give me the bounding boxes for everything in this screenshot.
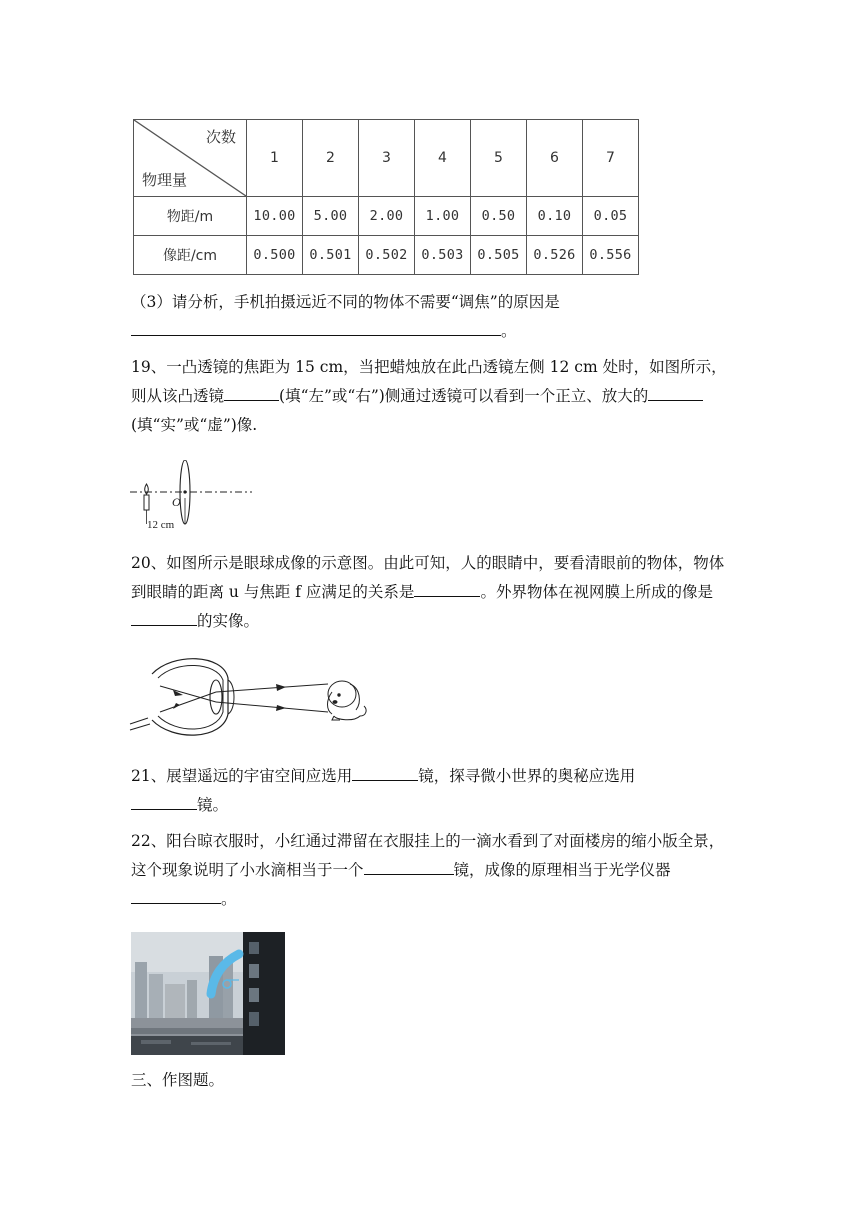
answer-blank[interactable] (648, 386, 703, 401)
column-header: 3 (359, 120, 415, 197)
data-table (133, 119, 639, 275)
answer-blank[interactable] (131, 795, 197, 810)
question-20-text-1: 20、如图所示是眼球成像的示意图。由此可知，人的眼睛中，要看清眼前的物体，物体到眼睛的距离 u 与焦距 f 应满足的关系是 (131, 554, 725, 601)
question-3-end: 。 (501, 322, 517, 340)
row-label: 像距/cm (134, 236, 247, 275)
question-20-text-2: 。外界物体在视网膜上所成的像是 (480, 583, 713, 601)
answer-blank[interactable] (131, 321, 501, 336)
question-20 (131, 549, 731, 636)
distance-label: 12 cm (147, 519, 175, 531)
question-21-text-3: 镜。 (197, 796, 229, 814)
table-cell: 1.00 (415, 197, 471, 236)
question-22-text-3: 。 (221, 890, 237, 908)
city-view-image (131, 932, 285, 1055)
table-row (134, 197, 639, 236)
dog-icon (328, 681, 367, 720)
column-header: 5 (471, 120, 527, 197)
table-cell: 10.00 (247, 197, 303, 236)
question-3-text: （3）请分析，手机拍摄远近不同的物体不需要“调焦”的原因是 (131, 293, 560, 311)
candle-icon (144, 495, 149, 510)
answer-blank[interactable] (352, 766, 418, 781)
column-header: 6 (527, 120, 583, 197)
answer-blank[interactable] (131, 889, 221, 904)
question-3 (131, 288, 731, 346)
water-drop-photo (131, 932, 285, 1055)
table-cell: 0.526 (527, 236, 583, 275)
question-19 (131, 353, 731, 440)
question-22-text-1: 22、阳台晾衣服时，小红通过滞留在衣服挂上的一滴水看到了对面楼房的缩小版全景，这个现象说明了小水滴相当于一个 (131, 832, 725, 879)
question-19-text-2: (填“左”或“右”)侧通过透镜可以看到一个正立、放大的 (279, 387, 649, 405)
table-cell: 0.502 (359, 236, 415, 275)
table-cell: 0.500 (247, 236, 303, 275)
lens-candle-figure (128, 460, 254, 540)
header-quantity-label: 物理量 (142, 171, 188, 189)
answer-blank[interactable] (224, 386, 279, 401)
table-cell: 2.00 (359, 197, 415, 236)
table-row (134, 236, 639, 275)
header-count-label: 次数 (205, 128, 236, 146)
optical-center-label: O (172, 495, 181, 509)
column-header: 4 (415, 120, 471, 197)
table-cell: 0.10 (527, 197, 583, 236)
question-20-text-3: 的实像。 (197, 612, 260, 630)
table-cell: 5.00 (303, 197, 359, 236)
table-cell: 0.503 (415, 236, 471, 275)
question-19-text-1: 19、一凸透镜的焦距为 15 cm，当把蜡烛放在此凸透镜左侧 12 cm 处时，如图所示，则从该凸透镜 (131, 358, 727, 405)
section-3-heading: 三、作图题。 (131, 1071, 225, 1089)
table-cell: 0.505 (471, 236, 527, 275)
eye-lens-icon (210, 680, 222, 714)
question-22 (131, 827, 731, 914)
answer-blank[interactable] (364, 860, 454, 875)
answer-blank[interactable] (131, 611, 197, 626)
table-cell: 0.501 (303, 236, 359, 275)
question-22-text-2: 镜，成像的原理相当于光学仪器 (453, 861, 671, 879)
answer-blank[interactable] (414, 582, 480, 597)
column-header: 2 (303, 120, 359, 197)
table-cell: 0.556 (583, 236, 639, 275)
row-label: 物距/m (134, 197, 247, 236)
table-cell: 0.05 (583, 197, 639, 236)
question-21-text-2: 镜，探寻微小世界的奥秘应选用 (418, 767, 636, 785)
table-cell: 0.50 (471, 197, 527, 236)
column-header: 7 (583, 120, 639, 197)
question-21-text-1: 21、展望遥远的宇宙空间应选用 (131, 767, 353, 785)
table-header-diagonal-cell (134, 120, 247, 197)
question-21 (131, 762, 731, 820)
column-header: 1 (247, 120, 303, 197)
eye-imaging-figure (128, 654, 372, 748)
question-19-text-3: (填“实”或“虚”)像. (131, 416, 258, 434)
